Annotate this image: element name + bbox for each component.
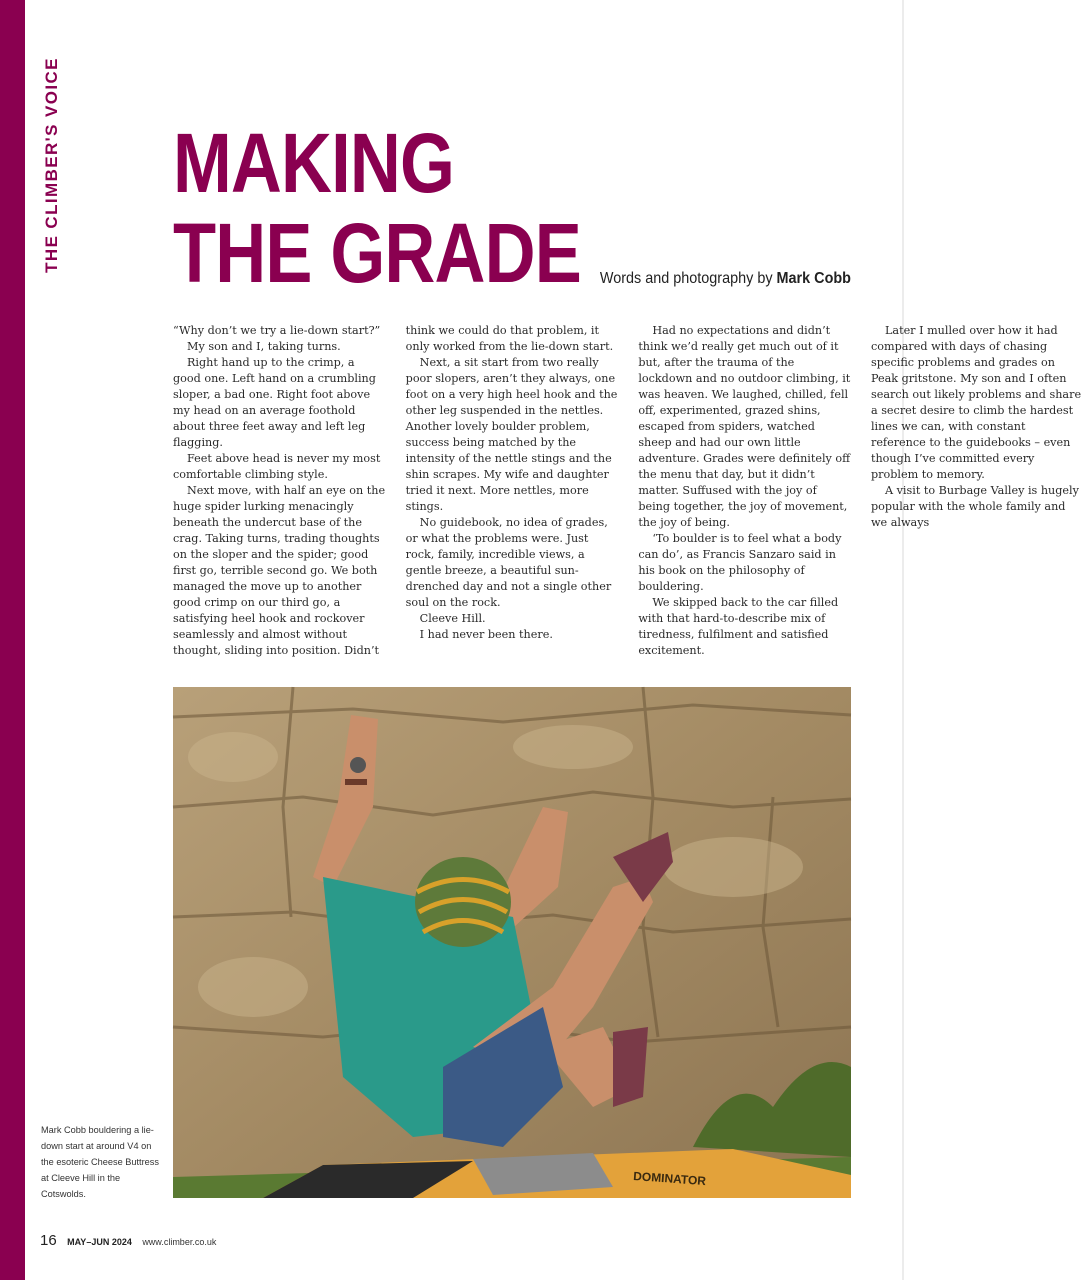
photo-caption: Mark Cobb bouldering a lie-down start at around V4 on the esoteric Cheese Buttress at Cleeve Hill in the Cotswolds. — [41, 1125, 159, 1199]
paragraph: ‘To boulder is to feel what a body can do’, as Francis Sanzaro said in his book on the philosophy of bouldering. — [638, 532, 842, 593]
paragraph: No guidebook, no idea of grades, or what the problems were. Just rock, family, incredible views, a gentle breeze, a beautiful sun-drenched day and not a single other soul on the rock. — [405, 516, 612, 609]
paragraph: Feet above head is never my most comfortable climbing style. — [173, 452, 381, 481]
article-body — [173, 323, 1082, 663]
byline-prefix: Words and photography by — [599, 270, 773, 287]
paragraph: Right hand up to the crimp, a good one. Left hand on a crumbling sloper, a bad one. Right foot above my head on an average foothold about three feet away and left leg flagging. — [173, 356, 376, 449]
page-footer — [40, 1232, 216, 1250]
paragraph: Cleeve Hill. — [419, 612, 486, 625]
climbing-photo — [173, 687, 851, 1198]
byline — [600, 270, 851, 288]
paragraph: Later I mulled over how it had compared with days of chasing specific problems and grades on Peak gritstone. My son and I often search out likely problems and share a secret desire to climb the hardest lines we can, with constant reference to the guidebooks – even though I’ve committed every problem to memory. — [870, 324, 1082, 481]
article-title — [173, 118, 581, 298]
crash-pad-logo: DOMINATOR — [632, 1169, 707, 1189]
paragraph: “Why don’t we try a lie-down start?” — [173, 324, 381, 337]
paragraph: We skipped back to the car filled with that hard-to-describe mix of tiredness, fulfilment and satisfied excitement. — [638, 596, 839, 657]
paragraph: Next, a sit start from two really poor slopers, aren’t they always, one foot on a very high heel hook and the other leg suspended in the nettles. Another lovely boulder problem, success being matched by the intensity of the nettle stings and the shin scrapes. My wife and daughter tried it next. More nettles, more stings. — [405, 356, 618, 513]
section-label: THE CLIMBER'S VOICE — [42, 57, 61, 273]
title-line-2: THE GRADE — [173, 206, 581, 300]
paragraph: Next move, with half an eye on the huge spider lurking menacingly beneath the undercut base of the crag. Taking turns, trading thoughts on the sloper and the spider; good first go, terrible second go. We both managed the move up to another good crimp on our third go, a satisfying heel hook and rockover seamlessly and almost without thought, sliding into position. Didn’t think we could do that problem, it only worked from the lie-down start. — [173, 324, 614, 657]
paragraph: Had no expectations and didn’t think we’d really get much out of it but, after the trauma of the lockdown and no outdoor climbing, it was heaven. We laughed, chilled, fell off, experimented, grazed shins, escaped from spiders, watched sheep and had our own little adventure. Grades were definitely off the menu that day, but it didn’t matter. Suffused with the joy of being together, the joy of movement, the joy of being. — [638, 324, 851, 529]
magenta-sidebar-strip — [0, 0, 25, 1280]
title-line-1: MAKING — [173, 116, 455, 210]
website-link[interactable]: www.climber.co.uk — [142, 1237, 217, 1247]
climber-illustration — [173, 687, 851, 1198]
page-edge — [902, 0, 904, 1280]
paragraph: My son and I, taking turns. — [187, 340, 341, 353]
issue-date: MAY–JUN 2024 — [67, 1237, 132, 1247]
paragraph: A visit to Burbage Valley is hugely popular with the whole family and we always — [870, 484, 1079, 529]
paragraph: I had never been there. — [419, 628, 553, 641]
byline-author: Mark Cobb — [776, 270, 851, 287]
page-number: 16 — [40, 1232, 57, 1249]
